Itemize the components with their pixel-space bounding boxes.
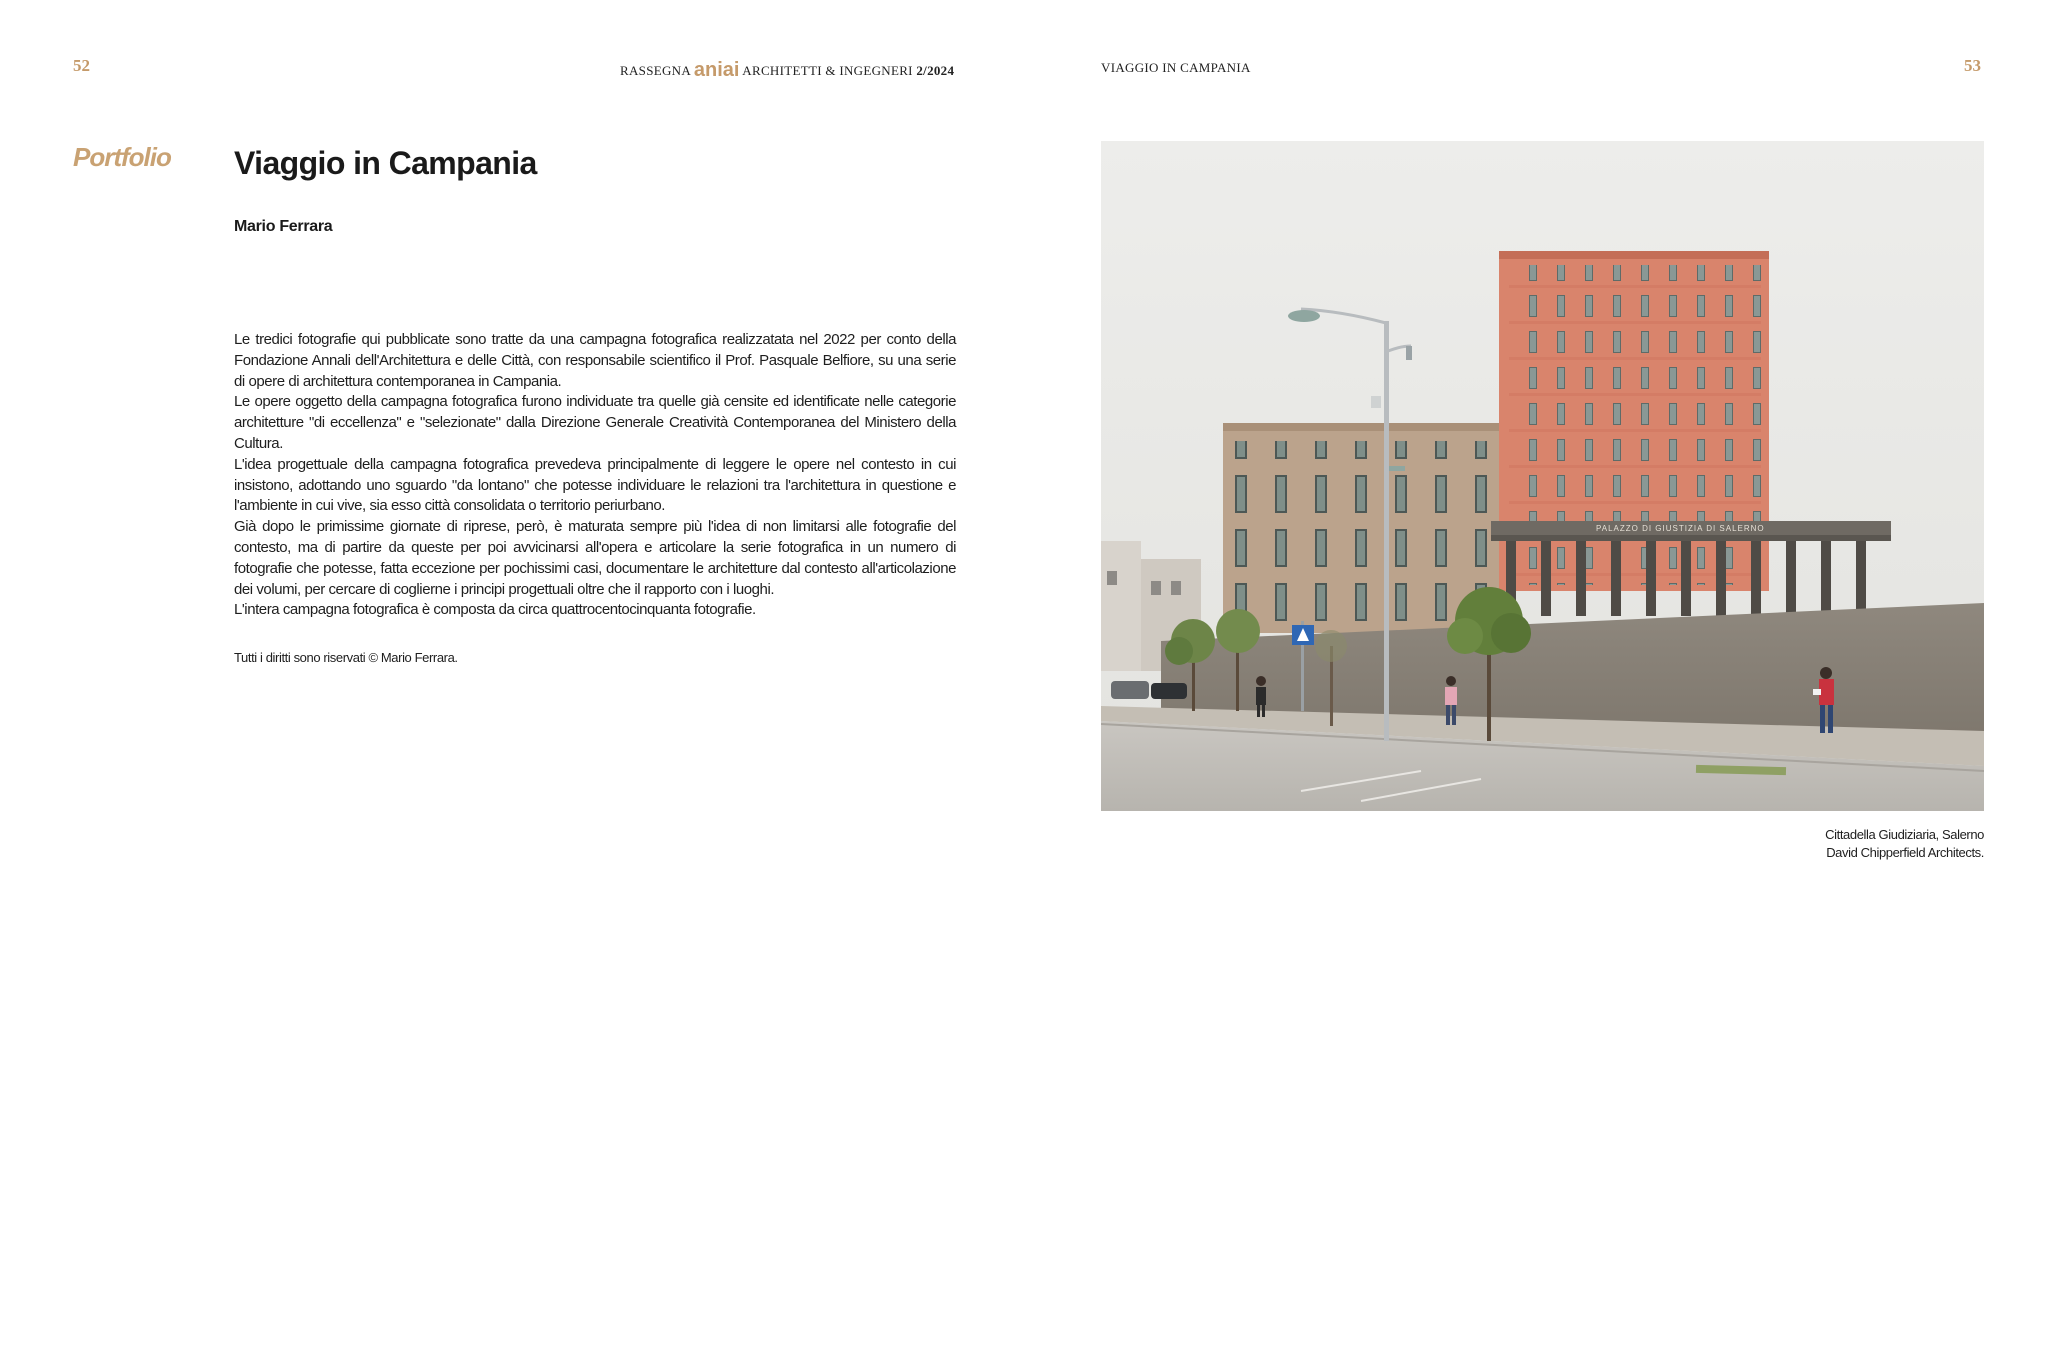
running-header-right: VIAGGIO IN CAMPANIA <box>1101 60 1251 75</box>
running-header-left <box>620 58 954 81</box>
body-paragraph: L'intera campagna fotografica è composta da circa quattrocentocinquanta fotografie. <box>234 601 756 619</box>
photo-cittadella-giudiziaria <box>1101 141 1984 811</box>
caption-line-2: David Chipperfield Architects. <box>1826 845 1984 860</box>
page-number-left: 52 <box>73 56 90 75</box>
article-title: Viaggio in Campania <box>234 145 537 181</box>
photo-illustration <box>1101 141 1984 811</box>
header-issue: 2/2024 <box>916 63 955 78</box>
caption-line-1: Cittadella Giudiziaria, Salerno <box>1825 827 1984 842</box>
rights-notice: Tutti i diritti sono riservati © Mario Ferrara. <box>234 650 458 665</box>
page-number-right: 53 <box>1964 56 1981 75</box>
photo-caption <box>1601 826 1984 862</box>
section-label: Portfolio <box>73 142 171 172</box>
body-paragraph: L'idea progettuale della campagna fotografica prevedeva principalmente di leggere le opere nel contesto in cui insistono, adottando uno sguardo "da lontano" che potesse individuare le relazioni tra l'architettura in questione e l'ambiente in cui vive, sia esso città consolidata o territorio periurbano. <box>234 455 956 515</box>
article-body <box>234 330 956 621</box>
brand-logo: aniai <box>693 59 740 81</box>
body-paragraph: Le tredici fotografie qui pubblicate sono tratte da una campagna fotografica realizzatata nel 2022 per conto della Fondazione Annali dell'Architettura e delle Città, con responsabile scientifico il Prof. Pasquale Belfiore, su una serie di opere di architettura contemporanea in Campania. <box>234 331 956 390</box>
header-prefix: RASSEGNA <box>620 63 691 78</box>
building-sign: PALAZZO DI GIUSTIZIA DI SALERNO <box>1596 524 1765 533</box>
body-paragraph: Già dopo le primissime giornate di riprese, però, è maturata sempre più l'idea di non limitarsi alle fotografie del contesto, ma di partire da queste per poi avvicinarsi all'opera e articolare la serie fotografica in un numero di fotografie che potesse, fatta eccezione per pochissimi casi, documentare le architetture dal contesto all'articolazione dei volumi, per cercare di coglierne i principi progettuali oltre che il rapporto con i luoghi. <box>234 518 956 598</box>
article-author: Mario Ferrara <box>234 218 333 235</box>
body-paragraph: Le opere oggetto della campagna fotografica furono individuate tra quelle già censite ed identificate nelle categorie architetture "di eccellenza" e "selezionate" dalla Direzione Generale Creatività Contemporanea del Ministero della Cultura. <box>234 393 956 452</box>
header-middle: ARCHITETTI & INGEGNERI <box>742 63 913 78</box>
